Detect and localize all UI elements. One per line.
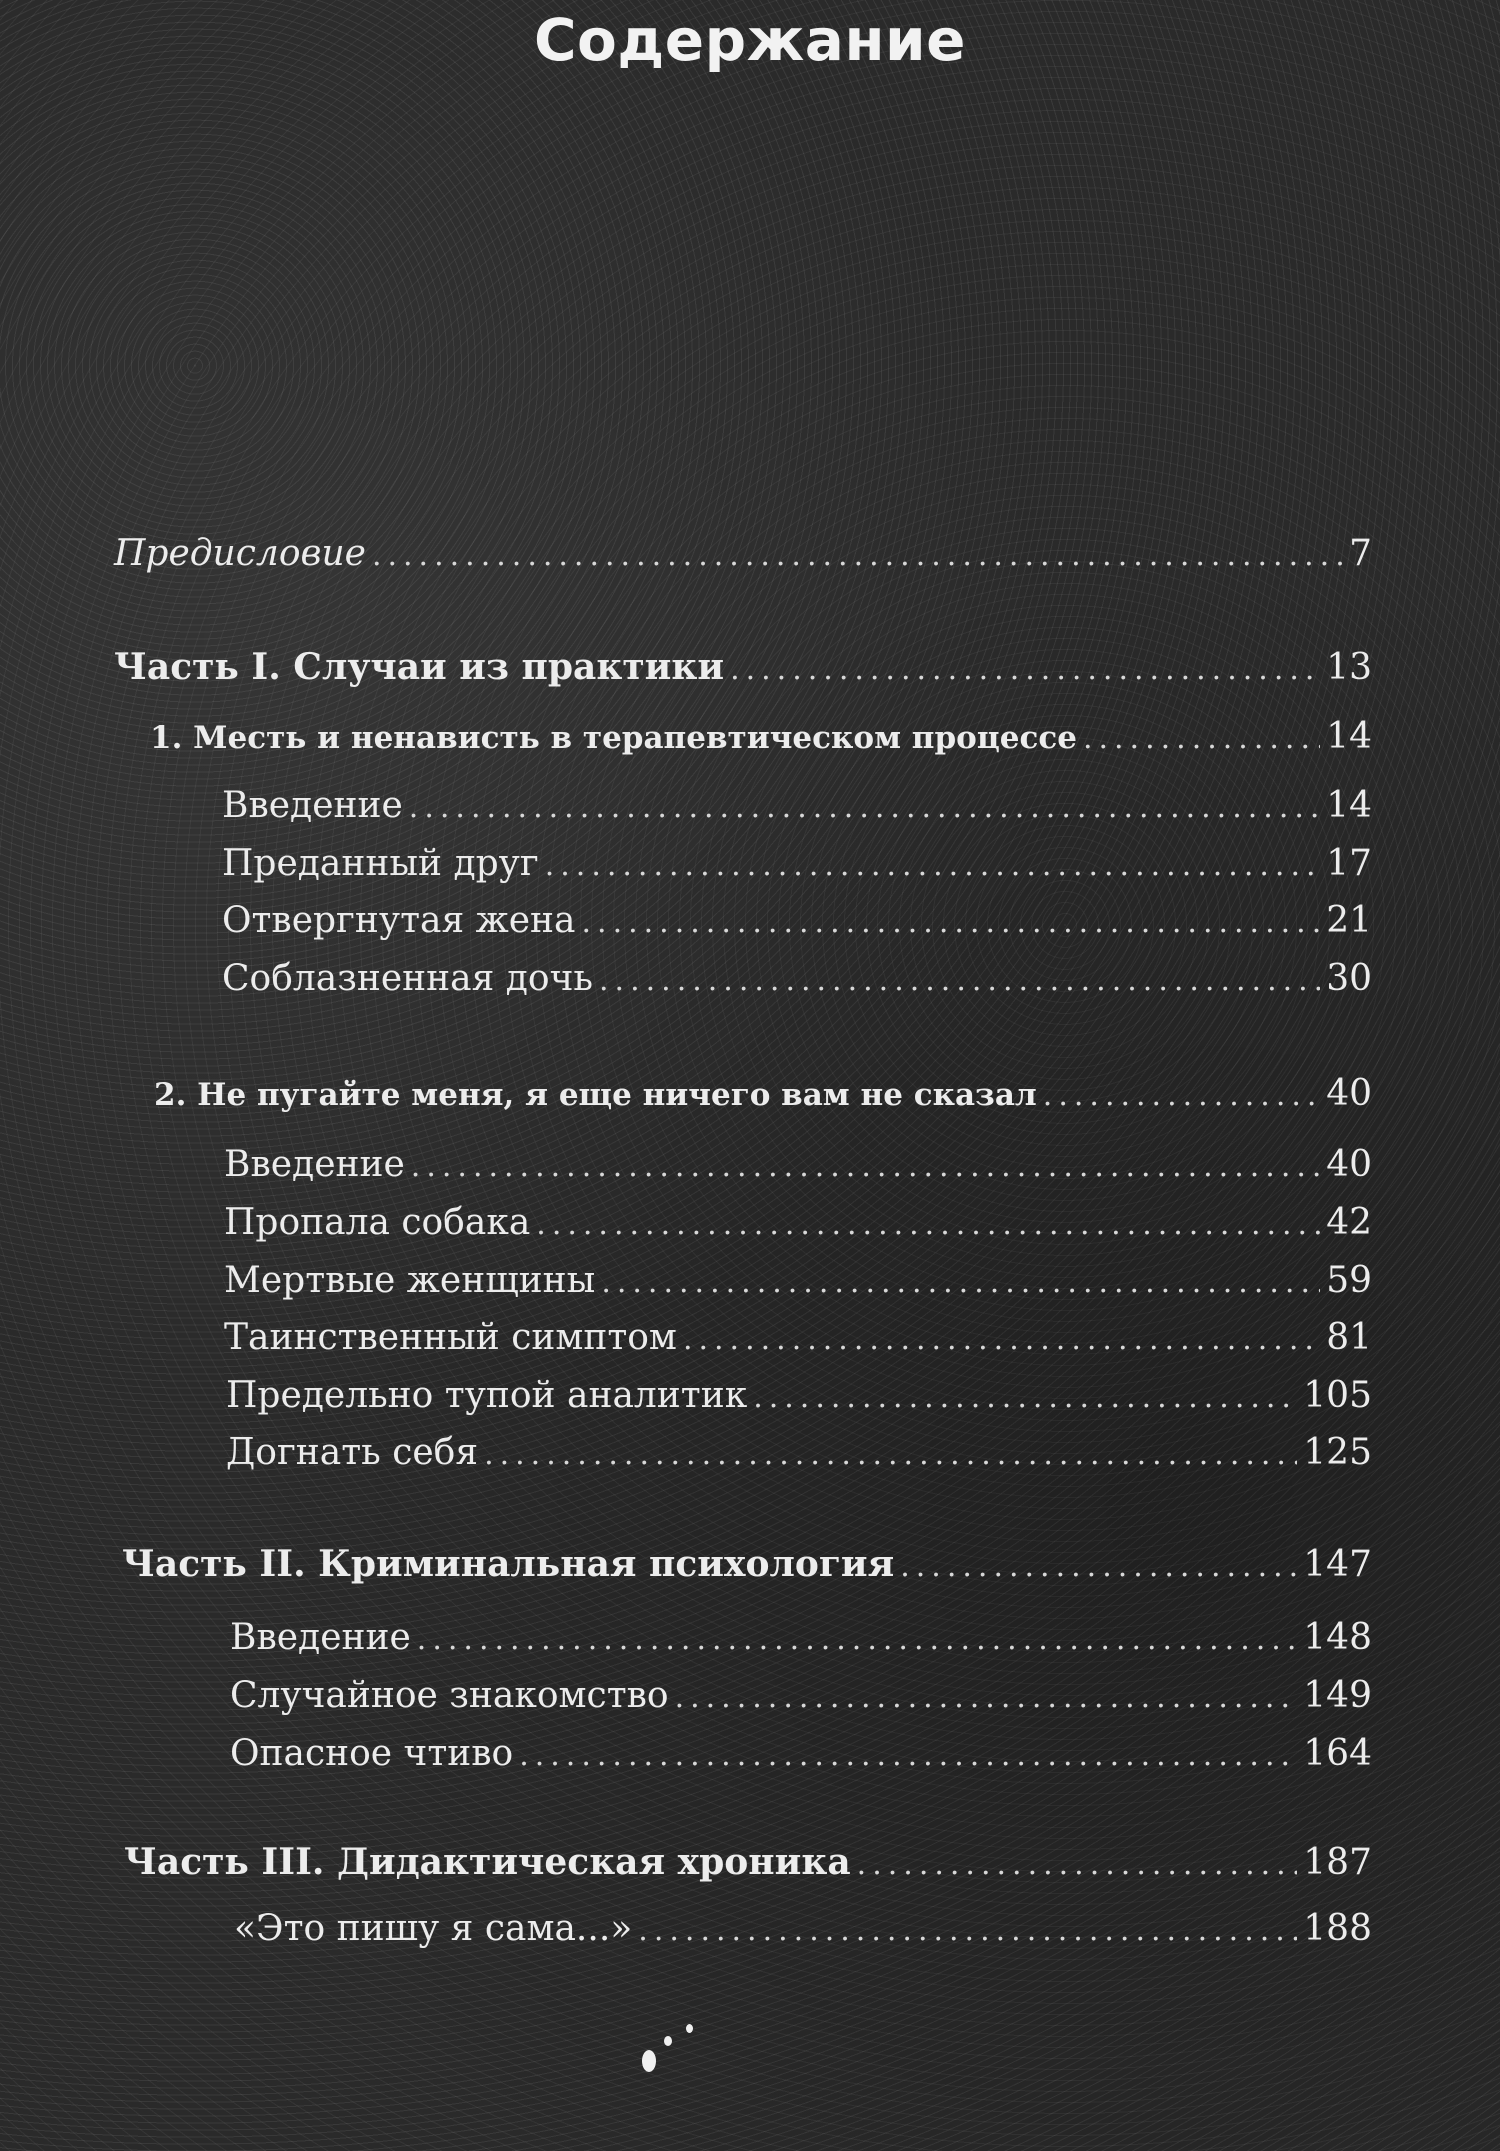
toc-label: 1. Месть и ненависть в терапевтическом процессе (150, 720, 1077, 756)
toc-label: Преданный друг (222, 843, 539, 884)
toc-page-number: 59 (1326, 1260, 1372, 1301)
leader-dots (545, 842, 1320, 890)
toc-entry-part-2 (122, 1540, 1372, 1588)
toc-label: Догнать себя (226, 1432, 479, 1473)
leader-dots (536, 1201, 1320, 1249)
toc-label: Пропала собака (224, 1202, 531, 1243)
toc-page-number: 17 (1326, 843, 1372, 884)
toc-page-number: 187 (1303, 1842, 1372, 1883)
paper-speck (686, 2024, 693, 2033)
toc-entry-section (230, 1730, 1372, 1778)
leader-dots (638, 1907, 1297, 1955)
leader-dots (372, 532, 1343, 580)
toc-label: 2. Не пугайте меня, я еще ничего вам не сказал (154, 1077, 1037, 1113)
toc-label: «Это пишу я сама...» (234, 1908, 633, 1949)
leader-dots (683, 1316, 1320, 1364)
leader-dots (599, 957, 1320, 1005)
toc-label: Отвергнутая жена (222, 900, 576, 941)
toc-entry-section (222, 897, 1372, 945)
leader-dots (484, 1431, 1297, 1479)
paper-speck (642, 2050, 656, 2072)
toc-page-number: 14 (1326, 785, 1372, 826)
toc-label: Опасное чтиво (230, 1733, 514, 1774)
toc-label: Предисловие (114, 533, 366, 574)
toc-page-number: 105 (1303, 1375, 1372, 1416)
toc-entry-section (234, 1905, 1372, 1953)
toc-label: Введение (230, 1617, 411, 1658)
toc-entry-section (224, 1199, 1372, 1247)
leader-dots (601, 1259, 1320, 1307)
leader-dots (753, 1374, 1297, 1422)
toc-entry-section (222, 955, 1372, 1003)
toc-entry-section (222, 840, 1372, 888)
toc-page-number: 147 (1303, 1544, 1372, 1585)
toc-page-number: 7 (1349, 533, 1372, 574)
leader-dots (1043, 1072, 1320, 1120)
toc-entry-chapter-1 (150, 713, 1372, 761)
toc-entry-section (226, 1372, 1372, 1420)
leader-dots (411, 1143, 1320, 1191)
toc-page-number: 188 (1303, 1908, 1372, 1949)
toc-page-number: 149 (1303, 1675, 1372, 1716)
toc-page-number: 125 (1303, 1432, 1372, 1473)
toc-page-number: 164 (1303, 1733, 1372, 1774)
toc-page-number: 13 (1326, 647, 1372, 688)
toc-page-number: 30 (1326, 958, 1372, 999)
toc-label: Случайное знакомство (230, 1675, 669, 1716)
leader-dots (675, 1674, 1298, 1722)
page-title: Содержание (533, 6, 966, 74)
toc-page-number: 148 (1303, 1617, 1372, 1658)
leader-dots (519, 1732, 1297, 1780)
toc-label: Часть I. Случаи из практики (114, 646, 725, 688)
leader-dots (730, 646, 1320, 694)
toc-entry-section (230, 1672, 1372, 1720)
toc-label: Соблазненная дочь (222, 958, 594, 999)
paper-speck (664, 2036, 672, 2046)
toc-entry-chapter-2 (154, 1070, 1372, 1118)
toc-label: Часть II. Криминальная психология (122, 1543, 895, 1585)
leader-dots (1083, 715, 1320, 763)
toc-page-number: 14 (1326, 716, 1372, 757)
toc-entry-section (224, 1141, 1372, 1189)
leader-dots (409, 784, 1320, 832)
toc-page-number: 40 (1326, 1073, 1372, 1114)
toc-label: Таинственный симптом (224, 1317, 677, 1358)
toc-page-number: 21 (1326, 900, 1372, 941)
toc-entry-section (230, 1614, 1372, 1662)
leader-dots (582, 899, 1321, 947)
toc-label: Мертвые женщины (224, 1260, 596, 1301)
toc-entry-section (224, 1257, 1372, 1305)
toc-entry-part-3 (124, 1838, 1372, 1886)
toc-label: Часть III. Дидактическая хроника (124, 1841, 851, 1883)
toc-entry-section (224, 1314, 1372, 1362)
toc-label: Предельно тупой аналитик (226, 1375, 748, 1416)
toc-label: Введение (222, 785, 403, 826)
toc-label: Введение (224, 1144, 405, 1185)
toc-entry-preface (114, 530, 1372, 578)
toc-entry-part-1 (114, 643, 1372, 691)
toc-entry-section (222, 782, 1372, 830)
toc-page-number: 40 (1326, 1144, 1372, 1185)
toc-page-number: 42 (1326, 1202, 1372, 1243)
leader-dots (900, 1543, 1297, 1591)
leader-dots (857, 1841, 1298, 1889)
toc-entry-section (226, 1429, 1372, 1477)
toc-page-number: 81 (1326, 1317, 1372, 1358)
leader-dots (417, 1616, 1297, 1664)
